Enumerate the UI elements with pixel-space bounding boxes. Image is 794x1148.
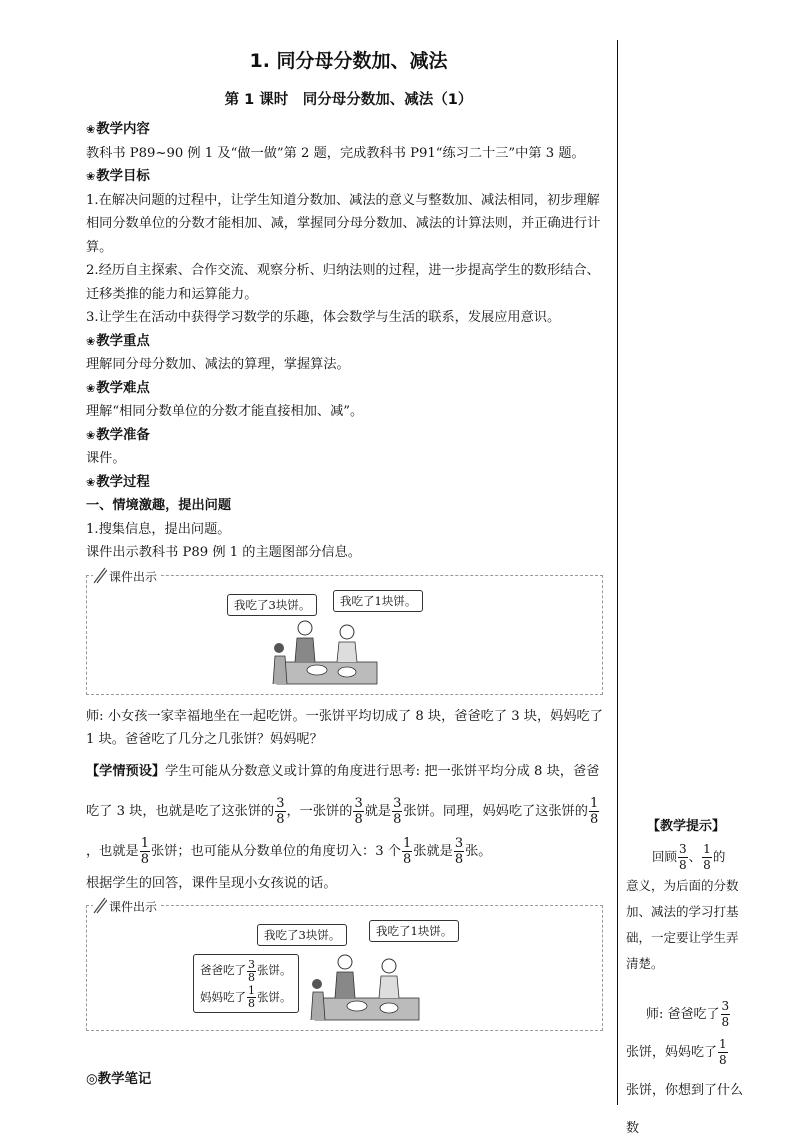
- fraction-1-8: $\frac{1}{8}$: [140, 835, 150, 867]
- fraction-3-8: $\frac{3}{8}$: [276, 795, 285, 827]
- side-question: 师: 爸爸吃了 $\frac{3}{8}$ 张饼，妈妈吃了 $\frac{1}{8}$ 张饼，你想到了什么数: [626, 999, 744, 1136]
- tip-title: 【教学提示】: [646, 819, 725, 834]
- after-text: 根据学生的回答，课件呈现小女孩说的话。: [86, 875, 337, 891]
- fraction-1-8: $\frac{1}{8}$: [590, 795, 599, 827]
- flower-icon: ❀: [86, 428, 96, 442]
- fraction-1-8: $\frac{1}{8}$: [403, 835, 412, 867]
- courseware-box-1: [86, 569, 603, 695]
- section-heading-goals: ❀教学目标: [86, 169, 150, 184]
- preset-paragraph: 【学情预设】学生可能从分数意义或计算的角度进行思考: 把一张饼平均分成 8 块，爸爸吃了 3 块，也就是吃了这张饼的 $\frac{3}{8}$ ，一张饼的 $\frac{3}{8}$ 就是 $\frac{3}{8}$ 张饼。同理，妈妈吃了这张饼的 $\frac{1}{8}$ ，也就是 $\frac{1}{8}$ 张饼；也可能从分数单位的角度切入：3 个 $\frac{1}{8}$ 张就是 $\frac{3}{8}$ 张。: [86, 763, 600, 867]
- fraction-3-8: $\frac{3}{8}$: [248, 957, 255, 984]
- preset-label: 【学情预设】: [86, 763, 166, 779]
- fraction-3-8: $\frac{3}{8}$: [354, 795, 363, 827]
- flower-icon: ❀: [86, 170, 96, 183]
- step1: 1.搜集信息，提出问题。: [86, 521, 231, 537]
- family-eating-illustration: [267, 614, 387, 690]
- section-heading-content: ❀教学内容: [86, 122, 150, 137]
- flower-icon: ❀: [86, 475, 96, 489]
- speech-bubble-girl: 爸爸吃了 $\frac{3}{8}$ 张饼。 妈妈吃了 $\frac{1}{8}$ 张饼。: [193, 954, 299, 1013]
- fraction-3-8: $\frac{3}{8}$: [454, 835, 464, 867]
- main-column: [86, 40, 611, 1041]
- courseware-box-2: [86, 900, 603, 1031]
- pen-slash-icon: [93, 896, 107, 914]
- key-text: 理解同分母分数加、减法的算理，掌握算法。: [86, 357, 350, 372]
- speech-bubble-mom: 我吃了1块饼。: [369, 920, 459, 942]
- section-heading-prep: ❀教学准备: [86, 427, 150, 443]
- step1-text: 课件出示教科书 P89 例 1 的主题图部分信息。: [86, 545, 361, 560]
- margin-divider-line: [617, 40, 618, 1105]
- lesson-title: 1. 同分母分数加、减法: [249, 50, 448, 72]
- teaching-notes-label: ◎教学笔记: [86, 1072, 152, 1087]
- content-text: 教科书 P89~90 例 1 及“做一做”第 2 题，完成教科书 P91“练习二十三”中第 3 题。: [86, 145, 585, 161]
- speech-bubble-dad: 我吃了3块饼。: [257, 924, 347, 946]
- section-heading-difficulty: ❀教学难点: [86, 380, 150, 396]
- fraction-3-8: $\frac{3}{8}$: [393, 795, 402, 827]
- fraction-1-8: $\frac{1}{8}$: [248, 984, 255, 1010]
- section-heading-key: ❀教学重点: [86, 333, 150, 349]
- speech-bubble-mom: 我吃了1块饼。: [333, 590, 423, 612]
- tip-text: 回顾 $\frac{3}{8}$ 、 $\frac{1}{8}$ 的 意义，为后面的分数加、减法的学习打基础，一定要让学生弄清楚。: [626, 842, 739, 971]
- lesson-subtitle: 第 1 课时 同分母分数加、减法（1）: [224, 92, 473, 108]
- fraction-1-8: $\frac{1}{8}$: [703, 842, 711, 872]
- courseware-label: 课件出示: [93, 900, 161, 914]
- goal-3: 3.让学生在活动中获得学习数学的乐趣，体会数学与生活的联系，发展应用意识。: [86, 310, 561, 325]
- prep-text: 课件。: [86, 451, 126, 466]
- fraction-3-8: $\frac{3}{8}$: [679, 842, 687, 872]
- fraction-1-8: $\frac{1}{8}$: [719, 1037, 727, 1067]
- difficulty-text: 理解“相同分数单位的分数才能直接相加、减”。: [86, 404, 364, 419]
- teacher-question: 师: 小女孩一家幸福地坐在一起吃饼。一张饼平均切成了 8 块，爸爸吃了 3 块，妈妈吃了 1 块。爸爸吃了几分之几张饼？妈妈呢？: [86, 708, 603, 747]
- family-eating-illustration: [305, 946, 429, 1026]
- flower-icon: ❀: [86, 334, 96, 348]
- speech-bubble-dad: 我吃了3块饼。: [227, 594, 317, 616]
- flower-icon: ❀: [86, 123, 96, 136]
- goal-2: 2.经历自主探索、合作交流、观察分析、归纳法则的过程，进一步提高学生的数形结合、迁移类推的能力和运算能力。: [86, 263, 600, 302]
- part1-title: 一、情境激趣，提出问题: [86, 498, 232, 513]
- goal-1: 1.在解决问题的过程中，让学生知道分数加、减法的意义与整数加、减法相同，初步理解相同分数单位的分数才能相加、减，掌握同分母分数加、减法的计算法则，并正确进行计算。: [86, 192, 601, 255]
- fraction-3-8: $\frac{3}{8}$: [721, 999, 730, 1029]
- section-heading-process: ❀教学过程: [86, 474, 150, 490]
- flower-icon: ❀: [86, 381, 96, 395]
- courseware-label: 课件出示: [93, 570, 161, 584]
- pen-slash-icon: [93, 566, 107, 584]
